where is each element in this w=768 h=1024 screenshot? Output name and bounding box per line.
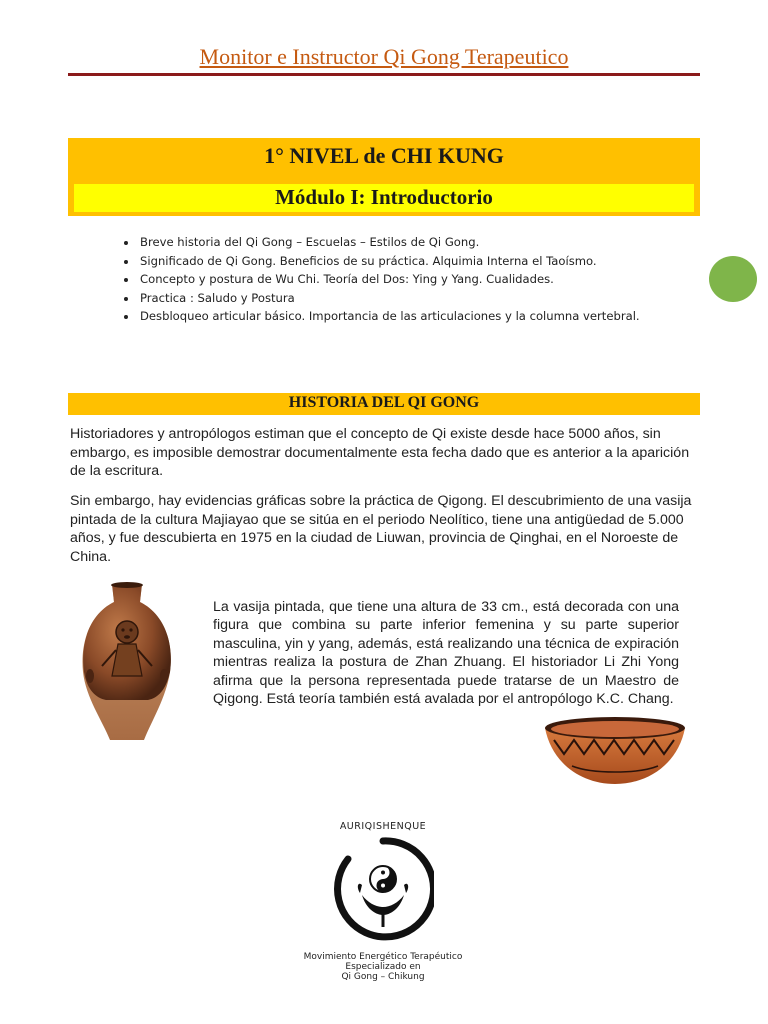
level-banner bbox=[68, 138, 700, 216]
painted-bowl-image bbox=[542, 714, 688, 788]
list-item: • Significado de Qi Gong. Beneficios de su práctica. Alquimia Interna el Taoísmo. bbox=[138, 252, 698, 271]
list-item: • Practica : Saludo y Postura bbox=[138, 289, 698, 308]
module-title: Módulo I: Introductorio bbox=[275, 185, 493, 209]
logo-tagline-3: Qi Gong – Chikung bbox=[341, 972, 425, 982]
vase-description: La vasija pintada, que tiene una altura de 33 cm., está decorada con una figura que combina su parte inferior femenina y su parte superior masculina, yin y yang, además, está realizando una técnica de expiración mientras realiza la postura de Zhan Zhuang. El historiador Li Zhi Yong afirma que la persona representada puede tratarse de un Maestro de Qigong. Está teoría también está avalada por el antropólogo K.C. Chang. bbox=[213, 599, 679, 708]
history-paragraph-1: Historiadores y antropólogos estiman que el concepto de Qi existe desde hace 5000 años, sin embargo, es imposible demostrar documentalmente esta fecha dado que es anterior a la aparición de la escritura. bbox=[70, 426, 690, 480]
module-banner bbox=[74, 184, 694, 212]
header-divider bbox=[68, 73, 700, 76]
topic-list bbox=[110, 233, 698, 326]
history-paragraph-2: Sin embargo, hay evidencias gráficas sobre la práctica de Qigong. El descubrimiento de una vasija pintada de la cultura Majiayao que se sitúa en el periodo Neolítico, tiene una antigüedad de 5.000 años, y fue descubierta en 1975 en la ciudad de Liuwan, provincia de Qinghai, en el Noroeste de China. bbox=[70, 493, 692, 566]
logo-tagline-2: Especializado en bbox=[345, 962, 421, 972]
yin-yang-hands-icon bbox=[332, 835, 434, 951]
list-item: • Concepto y postura de Wu Chi. Teoría del Dos: Ying y Yang. Cualidades. bbox=[138, 270, 698, 289]
page-header-title: Monitor e Instructor Qi Gong Terapeutico bbox=[199, 44, 569, 69]
logo-brand-name: AURIQISHENQUE bbox=[339, 821, 427, 832]
list-item: • Desbloqueo articular básico. Importancia de las articulaciones y la columna vertebral. bbox=[138, 307, 698, 326]
list-item: • Breve historia del Qi Gong – Escuelas – Estilos de Qi Gong. bbox=[138, 233, 698, 252]
level-title: 1° NIVEL de CHI KUNG bbox=[264, 143, 504, 168]
section-title: HISTORIA DEL QI GONG bbox=[288, 394, 480, 411]
green-circle-marker bbox=[709, 256, 757, 302]
painted-vase-image bbox=[78, 580, 176, 745]
brand-logo bbox=[290, 817, 476, 987]
section-banner bbox=[68, 393, 700, 415]
logo-tagline-1: Movimiento Energético Terapéutico bbox=[303, 952, 463, 962]
